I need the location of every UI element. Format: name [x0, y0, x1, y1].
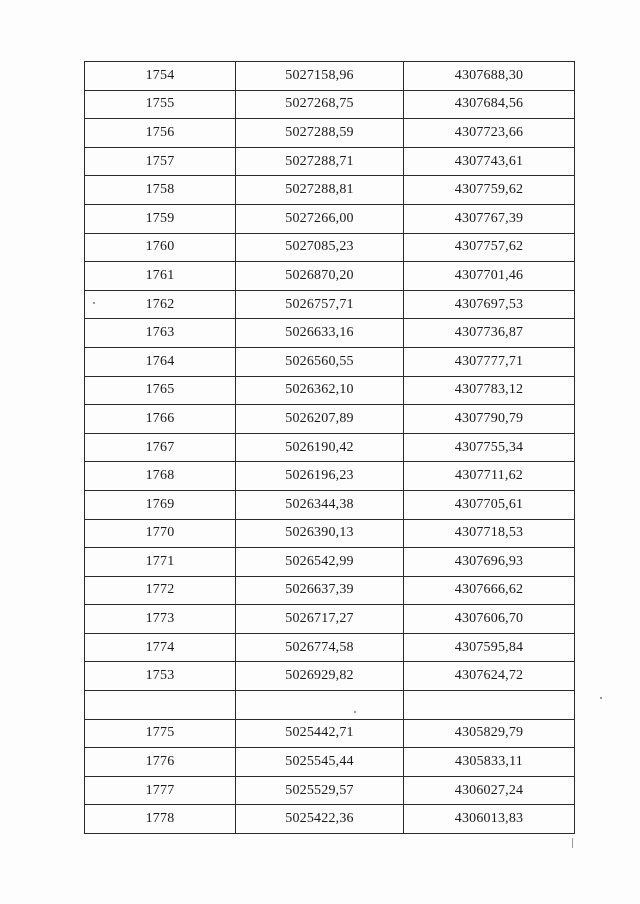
table-row — [85, 490, 575, 519]
y-coordinate: 4307606,70 — [404, 605, 575, 634]
y-coordinate: 4307767,39 — [404, 204, 575, 233]
y-coordinate: 4307755,34 — [404, 433, 575, 462]
point-number: 1758 — [85, 176, 236, 205]
table-row — [85, 405, 575, 434]
point-number: 1762 — [85, 290, 236, 319]
x-coordinate: 5026633,16 — [236, 319, 404, 348]
x-coordinate: 5026190,42 — [236, 433, 404, 462]
table-row — [85, 119, 575, 148]
table-row — [85, 548, 575, 577]
scan-speck — [93, 302, 95, 304]
x-coordinate: 5025422,36 — [236, 805, 404, 834]
y-coordinate: 4307736,87 — [404, 319, 575, 348]
point-number: 1773 — [85, 605, 236, 634]
x-coordinate — [236, 691, 404, 720]
table-row — [85, 462, 575, 491]
y-coordinate: 4307777,71 — [404, 347, 575, 376]
point-number: 1754 — [85, 62, 236, 91]
x-coordinate: 5026344,38 — [236, 490, 404, 519]
x-coordinate: 5026774,58 — [236, 633, 404, 662]
table-row — [85, 519, 575, 548]
y-coordinate: 4307759,62 — [404, 176, 575, 205]
x-coordinate: 5026929,82 — [236, 662, 404, 691]
table-row-empty — [85, 691, 575, 720]
y-coordinate: 4307723,66 — [404, 119, 575, 148]
point-number: 1753 — [85, 662, 236, 691]
table-row — [85, 90, 575, 119]
table-row — [85, 662, 575, 691]
y-coordinate: 4307783,12 — [404, 376, 575, 405]
y-coordinate: 4307757,62 — [404, 233, 575, 262]
table-row — [85, 347, 575, 376]
scan-edge-mark — [572, 838, 573, 848]
x-coordinate: 5026207,89 — [236, 405, 404, 434]
y-coordinate: 4307697,53 — [404, 290, 575, 319]
point-number: 1763 — [85, 319, 236, 348]
table-row — [85, 748, 575, 777]
table-row — [85, 233, 575, 262]
point-number: 1774 — [85, 633, 236, 662]
y-coordinate: 4305829,79 — [404, 719, 575, 748]
table-row — [85, 376, 575, 405]
x-coordinate: 5026196,23 — [236, 462, 404, 491]
table-row — [85, 719, 575, 748]
y-coordinate — [404, 691, 575, 720]
point-number: 1756 — [85, 119, 236, 148]
x-coordinate: 5026717,27 — [236, 605, 404, 634]
table-row — [85, 147, 575, 176]
point-number: 1761 — [85, 262, 236, 291]
x-coordinate: 5027288,81 — [236, 176, 404, 205]
table-row — [85, 290, 575, 319]
x-coordinate: 5025545,44 — [236, 748, 404, 777]
point-number: 1766 — [85, 405, 236, 434]
y-coordinate: 4307705,61 — [404, 490, 575, 519]
point-number: 1776 — [85, 748, 236, 777]
y-coordinate: 4305833,11 — [404, 748, 575, 777]
x-coordinate: 5025442,71 — [236, 719, 404, 748]
y-coordinate: 4307595,84 — [404, 633, 575, 662]
scan-speck — [600, 697, 602, 699]
table-row — [85, 776, 575, 805]
point-number: 1778 — [85, 805, 236, 834]
point-number: 1759 — [85, 204, 236, 233]
table-row — [85, 433, 575, 462]
y-coordinate: 4307624,72 — [404, 662, 575, 691]
y-coordinate: 4307790,79 — [404, 405, 575, 434]
x-coordinate: 5027288,71 — [236, 147, 404, 176]
y-coordinate: 4307688,30 — [404, 62, 575, 91]
point-number: 1777 — [85, 776, 236, 805]
x-coordinate: 5027288,59 — [236, 119, 404, 148]
y-coordinate: 4306013,83 — [404, 805, 575, 834]
x-coordinate: 5026560,55 — [236, 347, 404, 376]
x-coordinate: 5026870,20 — [236, 262, 404, 291]
point-number: 1768 — [85, 462, 236, 491]
scan-speck — [354, 711, 356, 713]
y-coordinate: 4307684,56 — [404, 90, 575, 119]
x-coordinate: 5027158,96 — [236, 62, 404, 91]
point-number: 1757 — [85, 147, 236, 176]
point-number: 1767 — [85, 433, 236, 462]
x-coordinate: 5027085,23 — [236, 233, 404, 262]
table-row — [85, 262, 575, 291]
point-number: 1772 — [85, 576, 236, 605]
x-coordinate: 5026542,99 — [236, 548, 404, 577]
y-coordinate: 4307743,61 — [404, 147, 575, 176]
table-row — [85, 62, 575, 91]
table-row — [85, 176, 575, 205]
y-coordinate: 4307718,53 — [404, 519, 575, 548]
table-row — [85, 576, 575, 605]
y-coordinate: 4306027,24 — [404, 776, 575, 805]
point-number: 1760 — [85, 233, 236, 262]
y-coordinate: 4307701,46 — [404, 262, 575, 291]
table-row — [85, 633, 575, 662]
x-coordinate: 5026757,71 — [236, 290, 404, 319]
x-coordinate: 5027266,00 — [236, 204, 404, 233]
y-coordinate: 4307711,62 — [404, 462, 575, 491]
y-coordinate: 4307696,93 — [404, 548, 575, 577]
x-coordinate: 5027268,75 — [236, 90, 404, 119]
point-number: 1775 — [85, 719, 236, 748]
point-number — [85, 691, 236, 720]
point-number: 1770 — [85, 519, 236, 548]
table-row — [85, 805, 575, 834]
point-number: 1771 — [85, 548, 236, 577]
point-number: 1764 — [85, 347, 236, 376]
table-row — [85, 605, 575, 634]
table-row — [85, 204, 575, 233]
y-coordinate: 4307666,62 — [404, 576, 575, 605]
x-coordinate: 5026390,13 — [236, 519, 404, 548]
point-number: 1769 — [85, 490, 236, 519]
x-coordinate: 5025529,57 — [236, 776, 404, 805]
point-number: 1765 — [85, 376, 236, 405]
point-number: 1755 — [85, 90, 236, 119]
table-row — [85, 319, 575, 348]
x-coordinate: 5026362,10 — [236, 376, 404, 405]
x-coordinate: 5026637,39 — [236, 576, 404, 605]
coordinates-table — [84, 61, 575, 834]
